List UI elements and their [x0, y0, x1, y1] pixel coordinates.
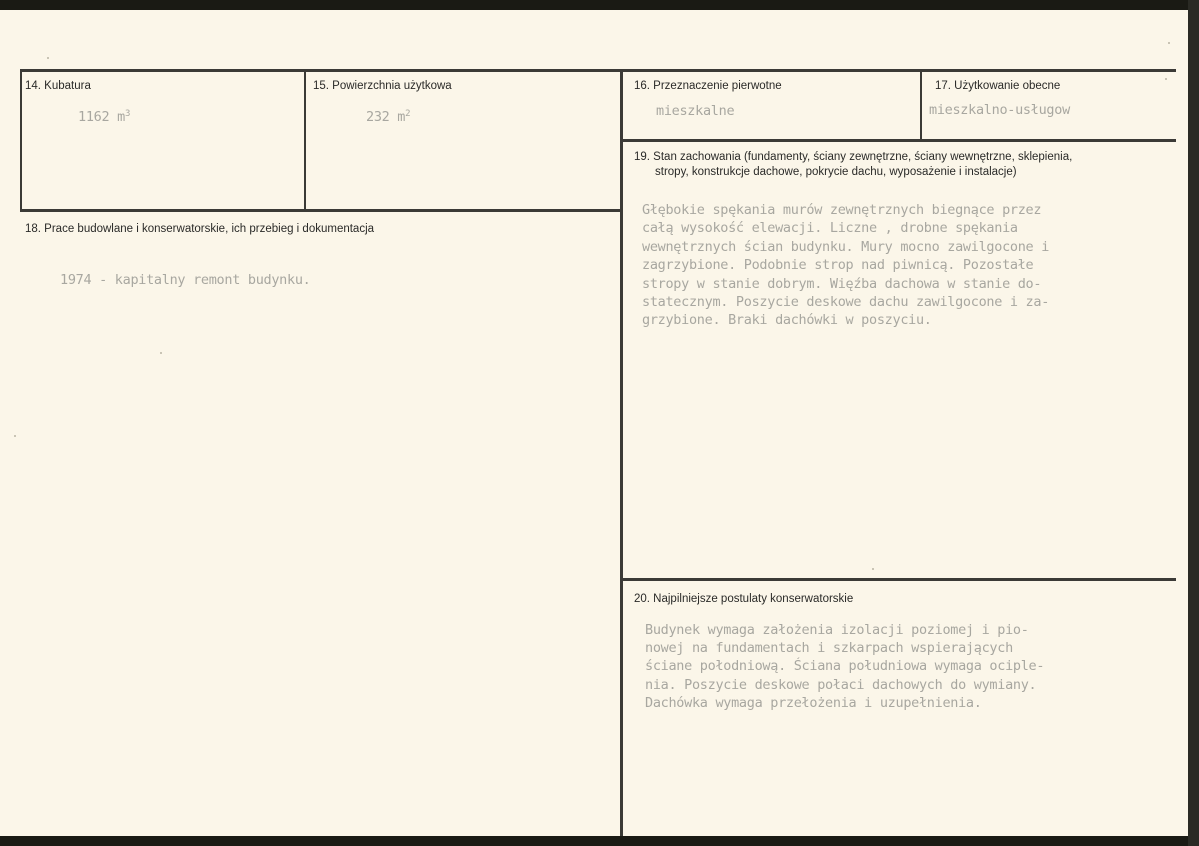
field-15-unit-sup: 2 — [405, 109, 411, 119]
page-edge — [1188, 0, 1199, 846]
field-16-label: 16. Przeznaczenie pierwotne — [634, 80, 782, 92]
field-20-text: Budynek wymaga założenia izolacji poziomej i pio- nowej na fundamentach i szkarpach wspierających ściane połodniową. Ściana południowa wymaga ociple- nia. Poszycie deskowe połaci dachowych do wymiany. Dachówka wymaga przełożenia i uzupełnienia. — [645, 622, 1045, 711]
rule-under-16-17 — [621, 139, 1176, 142]
paper-speck — [14, 435, 16, 437]
field-18-value: 1974 - kapitalny remont budynku. — [60, 272, 311, 288]
field-20-label: 20. Najpilniejsze postulaty konserwatorskie — [634, 593, 854, 605]
field-15-label: 15. Powierzchnia użytkowa — [313, 80, 452, 92]
field-15-number: 232 m — [366, 109, 406, 125]
field-17-label: 17. Użytkowanie obecne — [935, 80, 1061, 92]
field-14-number: 1162 m — [78, 109, 125, 125]
paper-speck — [872, 568, 874, 570]
form-sheet — [0, 10, 1194, 836]
field-16-value: mieszkalne — [656, 103, 735, 119]
bottom-left-rule — [20, 70, 22, 210]
paper-speck — [1168, 42, 1170, 44]
divider-left-right — [620, 70, 623, 836]
divider-14-15 — [304, 70, 306, 212]
field-19-label-line2: stropy, konstrukcje dachowe, pokrycie dachu, wyposażenie i instalacje) — [655, 166, 1017, 178]
rule-under-14-15 — [20, 209, 622, 212]
field-14-unit-sup: 3 — [124, 109, 131, 119]
field-17-value: mieszkalno-usługow — [929, 102, 1070, 118]
field-15-value — [366, 106, 410, 127]
paper-speck — [47, 57, 49, 59]
top-rule — [20, 69, 1176, 72]
paper-speck — [160, 352, 162, 354]
field-14-value — [78, 106, 130, 127]
field-14-label: 14. Kubatura — [25, 80, 91, 92]
field-19-label-line1: 19. Stan zachowania (fundamenty, ściany zewnętrzne, ściany wewnętrzne, sklepienia, — [634, 151, 1073, 163]
paper-speck — [1165, 78, 1167, 80]
field-18-label: 18. Prace budowlane i konserwatorskie, ich przebieg i dokumentacja — [25, 223, 375, 235]
rule-above-20 — [621, 578, 1176, 581]
divider-16-17 — [920, 70, 922, 141]
field-19-text: Głębokie spękania murów zewnętrznych biegnące przez całą wysokość elewacji. Liczne , drobne spękania wewnętrznych ścian budynku. Mury mocno zawilgocone i zagrzybione. Podobnie strop nad piwnicą. Pozostałe stropy w stanie dobrym. Więźba dachowa w stanie do- statecznym. Poszycie deskowe dachu zawilgocone i za- grzybione. Braki dachówki w poszyciu. — [642, 202, 1050, 329]
